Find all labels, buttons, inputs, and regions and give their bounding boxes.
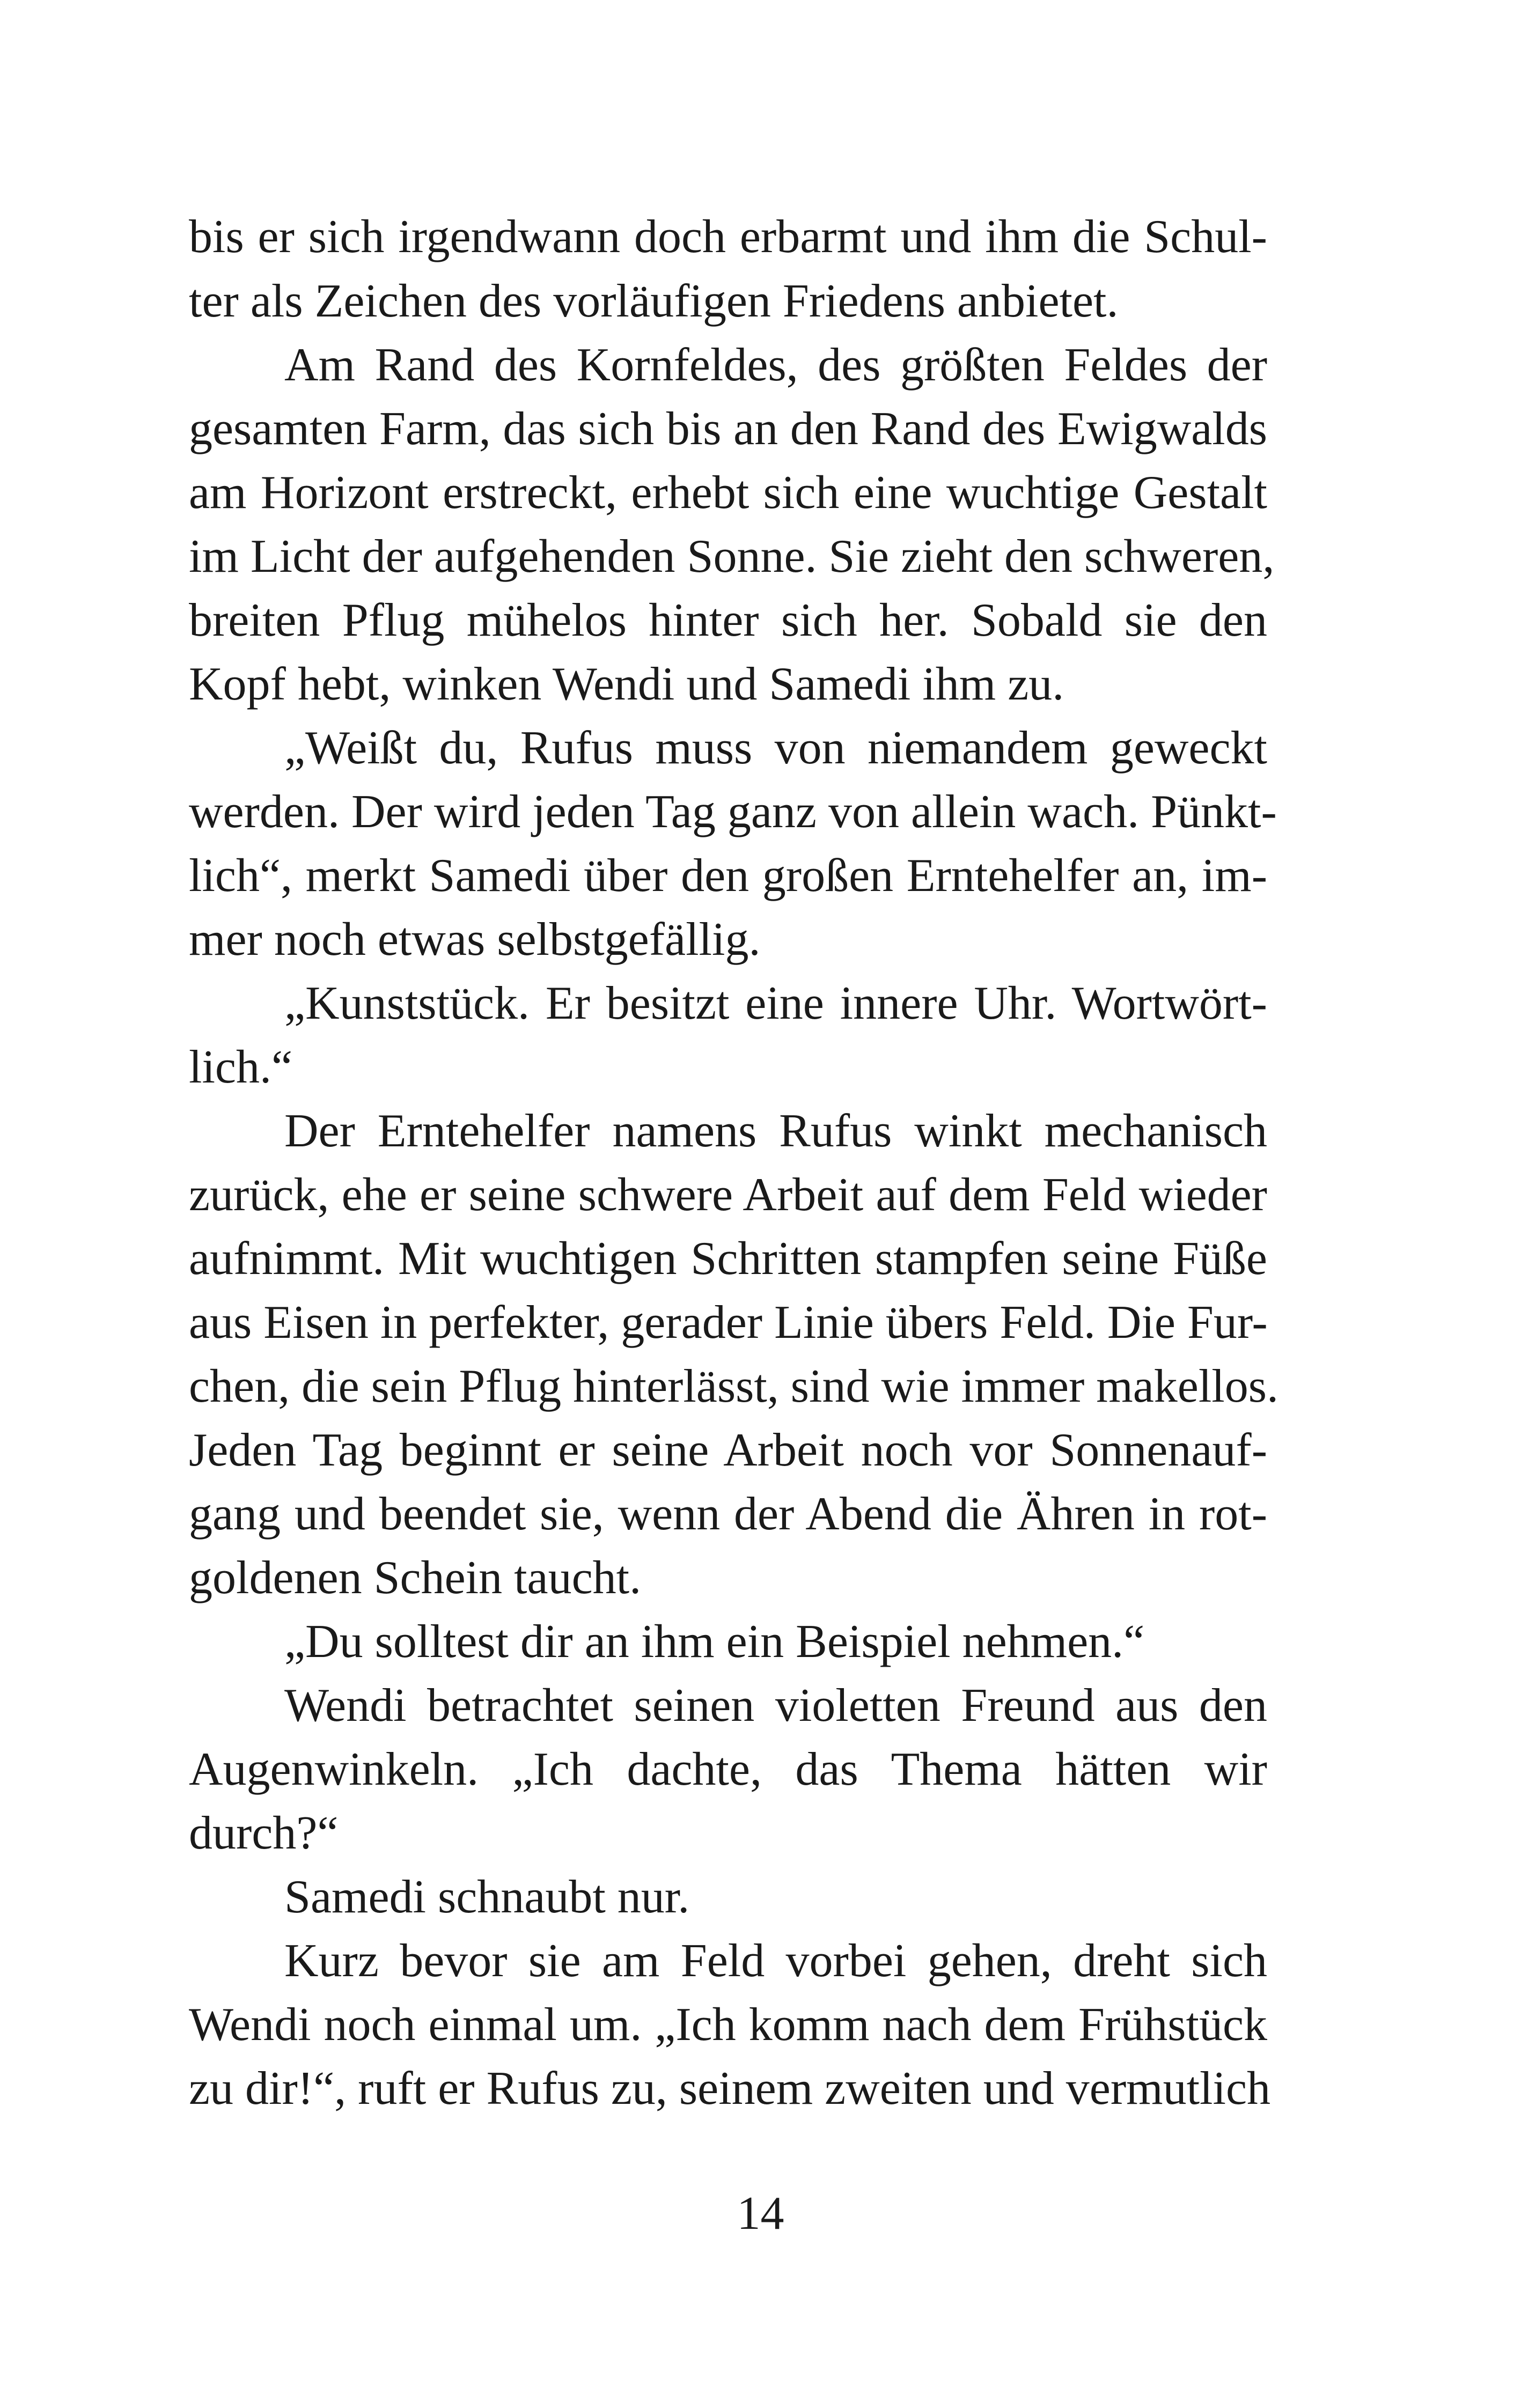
text-line: Am Rand des Kornfeldes, des größten Feldes der — [284, 339, 1267, 391]
text-line: mer noch etwas selbstgefällig. — [189, 914, 761, 966]
page-number: 14 — [737, 2188, 784, 2240]
text-line: „Du solltest dir an ihm ein Beispiel nehmen.“ — [284, 1616, 1145, 1668]
text-line: bis er sich irgendwann doch erbarmt und ihm die Schul- — [189, 211, 1267, 263]
text-line: Wendi betrachtet seinen violetten Freund aus den — [284, 1680, 1267, 1732]
text-line: im Licht der aufgehenden Sonne. Sie zieht den schweren, — [189, 531, 1275, 583]
text-line: durch?“ — [189, 1807, 339, 1859]
text-line: Samedi schnaubt nur. — [284, 1871, 690, 1923]
text-line: Kopf hebt, winken Wendi und Samedi ihm zu. — [189, 658, 1064, 710]
text-line: lich“, merkt Samedi über den großen Erntehelfer an, im- — [189, 850, 1267, 902]
text-line: breiten Pflug mühelos hinter sich her. Sobald sie den — [189, 594, 1267, 646]
text-line: Jeden Tag beginnt er seine Arbeit noch vor Sonnenauf- — [189, 1424, 1267, 1476]
text-line: gesamten Farm, das sich bis an den Rand des Ewigwalds — [189, 403, 1267, 455]
text-line: „Weißt du, Rufus muss von niemandem geweckt — [284, 722, 1267, 774]
text-line: Der Erntehelfer namens Rufus winkt mechanisch — [284, 1105, 1267, 1157]
text-line: zurück, ehe er seine schwere Arbeit auf dem Feld wieder — [189, 1169, 1267, 1221]
text-line: Augenwinkeln. „Ich dachte, das Thema hätten wir — [189, 1743, 1267, 1795]
text-line: Wendi noch einmal um. „Ich komm nach dem Frühstück — [189, 1999, 1267, 2051]
text-line: lich.“ — [189, 1041, 293, 1093]
text-line: werden. Der wird jeden Tag ganz von allein wach. Pünkt- — [189, 786, 1277, 838]
text-line: „Kunststück. Er besitzt eine innere Uhr. Wortwört- — [284, 977, 1267, 1029]
text-line: gang und beendet sie, wenn der Abend die Ähren in rot- — [189, 1488, 1267, 1540]
text-line: ter als Zeichen des vorläufigen Friedens anbietet. — [189, 275, 1119, 327]
text-line: chen, die sein Pflug hinterlässt, sind wie immer makellos. — [189, 1360, 1278, 1412]
text-line: aus Eisen in perfekter, gerader Linie übers Feld. Die Fur- — [189, 1297, 1268, 1349]
text-line: aufnimmt. Mit wuchtigen Schritten stampfen seine Füße — [189, 1233, 1267, 1285]
text-line: Kurz bevor sie am Feld vorbei gehen, dreht sich — [284, 1935, 1267, 1987]
text-line: am Horizont erstreckt, erhebt sich eine wuchtige Gestalt — [189, 467, 1267, 519]
text-line: goldenen Schein taucht. — [189, 1552, 642, 1604]
text-line: zu dir!“, ruft er Rufus zu, seinem zweiten und vermutlich — [189, 2063, 1271, 2115]
